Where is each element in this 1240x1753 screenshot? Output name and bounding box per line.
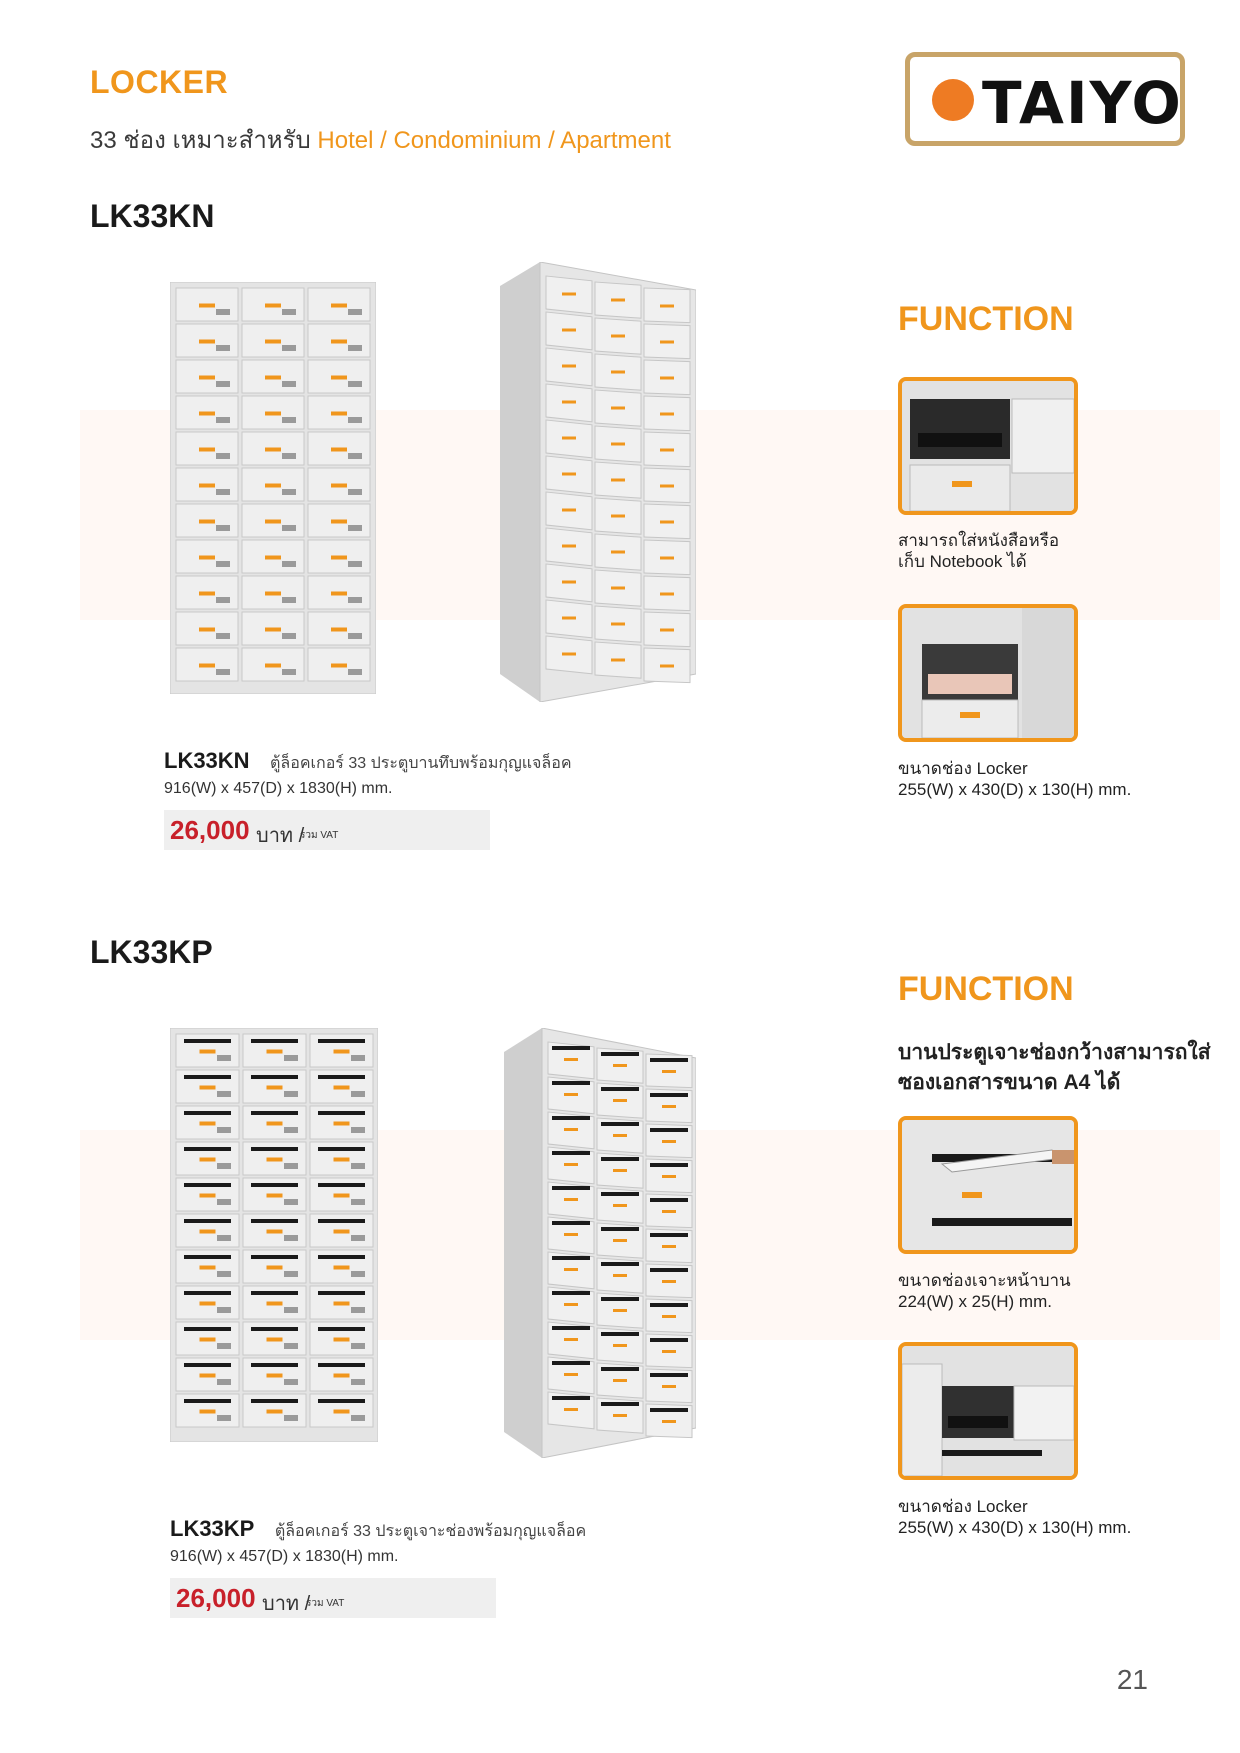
note-line: 255(W) x 430(D) x 130(H) mm. (898, 780, 1132, 799)
product-name: LK33KN (164, 748, 250, 773)
note-line: 224(W) x 25(H) mm. (898, 1292, 1052, 1311)
lead-line: ซองเอกสารขนาด A4 ได้ (898, 1071, 1121, 1094)
function-photo-books (898, 604, 1078, 742)
note-line: เก็บ Notebook ได้ (898, 552, 1027, 571)
function-lead (898, 1038, 1211, 1098)
note-line: ขนาดช่องเจาะหน้าบาน (898, 1271, 1071, 1290)
product-line (170, 1516, 586, 1544)
locker-angle-image (504, 1028, 696, 1458)
note-line: ขนาดช่อง Locker (898, 759, 1028, 778)
function-note-1 (898, 1270, 1071, 1312)
price-vat-note: รวม VAT (306, 1598, 345, 1609)
brand-logo (905, 52, 1185, 146)
subtitle-text: 33 ช่อง เหมาะสำหรับ (90, 127, 311, 154)
price-unit: บาท / (262, 1593, 311, 1615)
model-heading: LK33KN (90, 198, 215, 234)
product-description: ตู้ล็อคเกอร์ 33 ประตูเจาะช่องพร้อมกุญแจล็อค (274, 1523, 587, 1540)
function-note-1 (898, 530, 1059, 572)
logo-wordmark: TAIYO (982, 69, 1183, 137)
function-photo-slot (898, 1116, 1078, 1254)
function-note-2 (898, 1496, 1131, 1538)
price-unit: บาท / (256, 825, 305, 847)
product-dimensions: 916(W) x 457(D) x 1830(H) mm. (170, 1548, 399, 1565)
price-box (164, 810, 490, 850)
model-heading: LK33KP (90, 934, 213, 970)
function-note-2 (898, 758, 1131, 800)
page-subtitle (90, 120, 671, 159)
locker-front-image (170, 1028, 378, 1442)
subtitle-accent: Hotel / Condominium / Apartment (317, 127, 671, 154)
page-title: LOCKER (90, 64, 229, 100)
price-vat-note: รวม VAT (300, 830, 339, 841)
function-title: FUNCTION (898, 300, 1074, 338)
lead-line: บานประตูเจาะช่องกว้างสามารถใส่ (898, 1041, 1211, 1064)
function-photo-locker (898, 1342, 1078, 1480)
product-name: LK33KP (170, 1516, 255, 1541)
note-line: สามารถใส่หนังสือหรือ (898, 531, 1060, 550)
function-title: FUNCTION (898, 970, 1074, 1008)
note-line: ขนาดช่อง Locker (898, 1497, 1028, 1516)
function-photo-notebook (898, 377, 1078, 515)
price-box (170, 1578, 496, 1618)
locker-front-image (170, 282, 376, 694)
logo-dot-icon (932, 79, 974, 121)
note-line: 255(W) x 430(D) x 130(H) mm. (898, 1518, 1132, 1537)
product-description: ตู้ล็อคเกอร์ 33 ประตูบานทึบพร้อมกุญแจล็อค (270, 755, 572, 772)
price-value: 26,000 (170, 815, 250, 845)
locker-angle-image (500, 262, 696, 702)
page-number: 21 (1116, 1664, 1148, 1695)
product-dimensions: 916(W) x 457(D) x 1830(H) mm. (164, 780, 393, 797)
product-line (164, 748, 572, 776)
price-value: 26,000 (176, 1583, 256, 1613)
